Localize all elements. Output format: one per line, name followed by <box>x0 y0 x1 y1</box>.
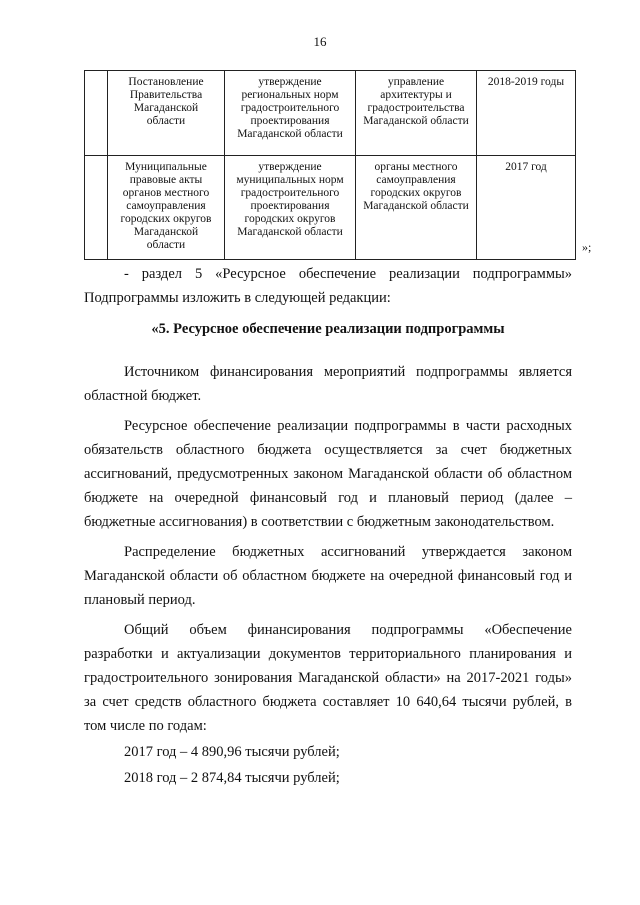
table-cell-executor: управление архитектуры и градостроительства Магаданской области <box>356 71 477 156</box>
section-heading: «5. Ресурсное обеспечение реализации подпрограммы <box>151 321 505 337</box>
table-cell-period: 2017 год <box>477 156 576 260</box>
table-cell-executor: органы местного самоуправления городских округов Магаданской области <box>356 156 477 260</box>
table-row <box>85 156 576 260</box>
table-cell-document: Постановление Правительства Магаданской области <box>108 71 225 156</box>
measures-table <box>84 70 576 260</box>
table-cell-document: Муниципальные правовые акты органов местного самоуправления городских округов Магаданской области <box>108 156 225 260</box>
table-row <box>85 71 576 156</box>
paragraph: Общий объем финансирования подпрограммы «Обеспечение разработки и актуализации документов территориального планирования и градостроительного зонирования Магаданской области» на 2017-2021 годы» за счет средств областного бюджета составляет 10 640,64 тысячи рублей, в том числе по годам: <box>84 622 572 734</box>
table-cell-subject: утверждение муниципальных норм градостроительного проектирования городских округов Магаданской области <box>225 156 356 260</box>
year-line: 2017 год – 4 890,96 тысячи рублей; <box>124 744 340 760</box>
paragraph: Ресурсное обеспечение реализации подпрограммы в части расходных обязательств областного бюджета осуществляется за счет бюджетных ассигнований, предусмотренных законом Магаданской области об областном бюджете на очередной финансовый год и плановый период (далее – бюджетные ассигнования) в соответствии с бюджетным законодательством. <box>84 418 572 530</box>
page-number: 16 <box>313 34 327 49</box>
table-cell-empty <box>85 156 108 260</box>
table-closing-mark: »; <box>582 240 592 254</box>
table-cell-subject: утверждение региональных норм градостроительного проектирования Магаданской области <box>225 71 356 156</box>
paragraph: Источником финансирования мероприятий подпрограммы является областной бюджет. <box>84 364 572 404</box>
year-line: 2018 год – 2 874,84 тысячи рублей; <box>124 770 340 786</box>
paragraph: Распределение бюджетных ассигнований утверждается законом Магаданской области об областном бюджете на очередной финансовый год и плановый период. <box>84 544 572 608</box>
intro-paragraph <box>84 262 572 310</box>
body-text <box>84 360 572 790</box>
table-cell-empty <box>85 71 108 156</box>
intro-line: - раздел 5 «Ресурсное обеспечение реализации подпрограммы» Подпрограммы изложить в следующей редакции: <box>84 266 572 306</box>
table-cell-period: 2018-2019 годы <box>477 71 576 156</box>
